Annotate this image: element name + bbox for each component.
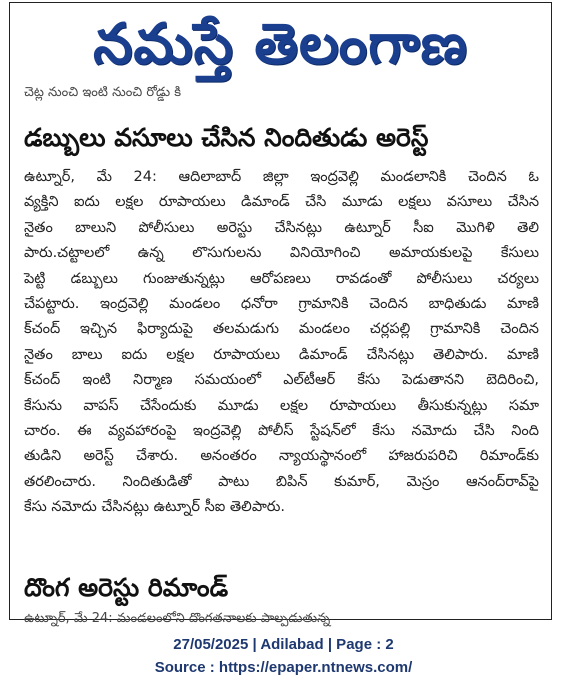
cut-off-text-top bbox=[24, 85, 404, 105]
article-1-line: క్‌చంద్ ఇంటి నిర్మాణ సమయంలో ఎల్‌టీఆర్ కేసు పెడుతానని బెదిరించి, bbox=[24, 372, 539, 389]
footer-date-line: 27/05/2025 | Adilabad | Page : 2 bbox=[173, 636, 394, 653]
cut-off-text-top-content: చెట్ల నుంచి ఇంటి నుంచి రోడ్డు కి bbox=[24, 85, 182, 100]
footer-source-line: Source : https://epaper.ntnews.com/ bbox=[154, 659, 413, 676]
article-1-line: నైతం బాలు ఐదు లక్షల రూపాయలు డిమాండ్ చేసినట్లు తెలిపారు. మాణి bbox=[24, 346, 539, 363]
article-1-line: చారం. ఈ వ్యవహారంపై ఇంద్రవెల్లి పోలీస్ స్టేషన్‌లో కేసు నమోదు చేసి నింది bbox=[24, 423, 539, 440]
article-1-line: వ్యక్తిని ఐదు లక్షల రూపాయలు డిమాండ్ చేసి మూడు లక్షలు వసూలు చేసిన bbox=[24, 194, 539, 211]
newspaper-clipping bbox=[9, 2, 552, 626]
article-1-headline: డబ్బులు వసూలు చేసిన నిందితుడు అరెస్ట్ bbox=[24, 123, 429, 152]
article-1-line: తరలించారు. నిందితుడితో పాటు బిపిన్ కుమార్, మెస్రం ఆనంద్‌రావ్‌పై bbox=[24, 473, 539, 490]
article-1-line: పెట్టి డబ్బులు గుంజుతున్నట్లు ఆరోపణలు రావడంతో పోలీసులు చర్యలు bbox=[24, 270, 539, 287]
article-1-line: కేసు నమోదు చేసినట్లు ఉట్నూర్ సీఐ తెలిపారు. bbox=[24, 499, 285, 516]
cut-off-text-bottom bbox=[24, 611, 494, 626]
article-1-line: తుడిని అరెస్ట్ చేశారు. అనంతరం న్యాయస్థానంలో హాజరుపరిచి రిమాండ్‌కు bbox=[24, 448, 539, 465]
article-1-line: చేపట్టారు. ఇంద్రవెల్లి మండలం ధనోరా గ్రామానికి చెందిన బాధితుడు మాణి bbox=[24, 296, 539, 313]
article-1-body bbox=[24, 165, 539, 521]
masthead-title: నమస్తే తెలంగాణ bbox=[93, 11, 468, 77]
article-1-line: కేసును వాపస్ చేసేందుకు మూడు లక్షల రూపాయలు తీసుకున్నట్లు సమా bbox=[24, 397, 539, 414]
article-1-line: ఉట్నూర్, మే 24: ఆదిలాబాద్ జిల్లా ఇంద్రవెల్లి మండలానికి చెందిన ఓ bbox=[24, 169, 539, 185]
cut-off-text-bottom-content: ఉట్నూర్, మే 24: మండలంలోని దొంగతనాలకు పాల్పడుతున్న bbox=[24, 611, 331, 626]
article-1-line: నైతం బాలుని పోలీసులు అరెస్టు చేసినట్లు ఉట్నూర్ సీఐ మొగిళి తెలి bbox=[24, 219, 539, 236]
article-1-line: పారు.చట్టాలలో ఉన్న లొసుగులను వినియోగించి అమాయకులపై కేసులు bbox=[24, 245, 539, 262]
article-1-line: క్‌చంద్ ఇచ్చిన ఫిర్యాదుపై తలమడుగు మండలం చర్లపల్లి గ్రామానికి చెందిన bbox=[24, 321, 539, 338]
masthead bbox=[10, 3, 551, 89]
article-2-headline: దొంగ అరెస్టు రిమాండ్ bbox=[24, 573, 229, 602]
